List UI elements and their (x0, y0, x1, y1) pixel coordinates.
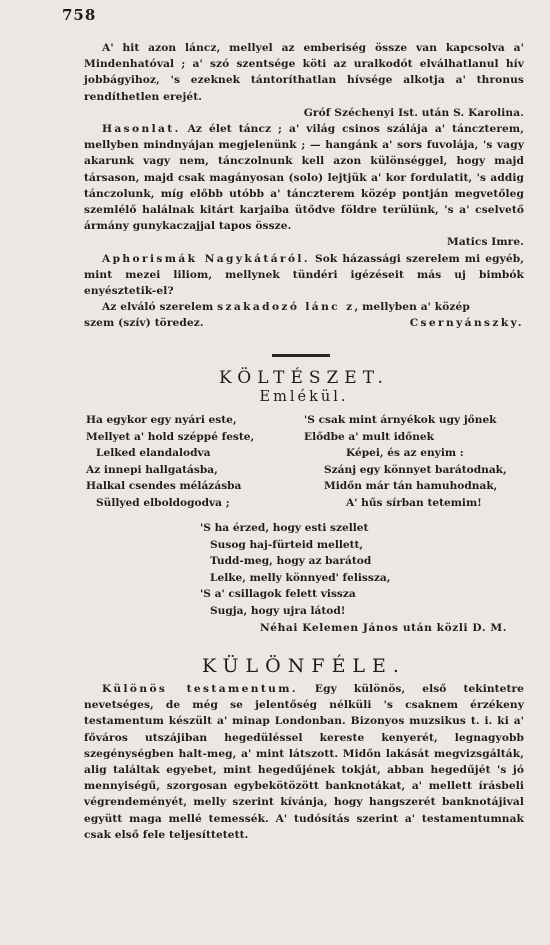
top-section (84, 40, 524, 332)
poem-line: Képei, és az enyim : (346, 447, 464, 460)
aphorismak-body: Sok házassági szerelem mi egyéb, mint mezei liliom, mellynek tündéri igézéseit más uj bimbók enyésztetik-el? (84, 252, 525, 298)
paragraph-hasonlat (84, 121, 524, 234)
paragraph-prayer: A' hit azon láncz, mellyel az emberiség össze van kapcsolva a' Mindenhatóval ; a' szó szentsége köti az uralkodót elválhatlanul hív jobbágyihoz, 's ezeknek tántoríthatlan hívsége alkotja a' thronus rendíthetlen erejét. (84, 42, 524, 103)
attribution-matics: Matics Imre. (447, 236, 524, 249)
misc-section (84, 681, 524, 843)
testamentum-body: Egy különös, első tekintetre nevetséges, de még se jelentőség nélküli 's csaknem érzékeny testamentum készült a' minap Londonban. Bizonyos muzsikus t. i. ki a' főváros utszájiban hegedüléssel kereste kenyerét, legnagyobb szegénységben halt-meg, a' mint látszott. Midőn lakását megvizsgálták, alig találtak egyebet, mint hegedűjének tokját, abban hegedűjét 's jó mennyiségű, szorgosan egybekötözött banknotákat, a' mellett írásbeli végrendeményét, melly szerint kívánja, hogy hangszerét banknotájival együtt maga mellé temessék. A' tudósítás szerint a' testamentumnak csak első fele teljesíttetett. (84, 683, 525, 841)
poem-line: Elődbe a' mult időnek (304, 430, 435, 443)
poem-line: Lelke, melly könnyed' felissza, (210, 571, 391, 584)
poem-line: 'S ha érzed, hogy esti szellet (200, 522, 369, 534)
poem-attribution: Néhai Kelemen János után közli D. M. (260, 621, 508, 634)
szerelem-part-a: Az elváló szerelem (102, 301, 218, 314)
paragraph-szerelem (84, 299, 524, 315)
attribution-csernyanszky: Csernyánszky. (409, 317, 524, 330)
poem-line: Sugja, hogy ujra látod! (210, 604, 346, 617)
poem-line: 'S a' csillagok felett vissza (200, 588, 356, 601)
poem-right-stanza (304, 412, 526, 512)
section-divider (272, 354, 330, 357)
poem-center-stanza (200, 520, 530, 636)
poem-line: Susog haj-fürteid mellett, (210, 538, 364, 551)
poem-left-stanza (86, 412, 296, 512)
paragraph-testamentum (84, 681, 524, 843)
hasonlat-body: Az élet táncz ; a' világ csinos szálája a' tánczterem, mellyben mindnyájan megjelenünk ; — hangánk a' sors fuvolája, 's vagy akarunk vagy nem, tánczolnunk kell azon különséggel, hogy majd társason, majd csak magányosan (solo) lejtjük a' kor fordulatit, 's addig tánczolunk, míg előbb utóbb a' tánczterem közép pontján megvetőleg szemlélő halálnak kitárt karjaiba ütődve földre terülünk, 's a' cselvető ármány gunykaczajjal tapos össze. (84, 123, 524, 233)
paragraph-aphorismak (84, 251, 524, 300)
heading-kulonfele: KÜLÖNFÉLE. (202, 655, 406, 677)
poem-line: Szánj egy könnyet barátodnak, (324, 463, 507, 476)
szerelem-last: szem (szív) töredez. (84, 317, 204, 330)
szerelem-last-line (84, 315, 524, 331)
attribution-szechenyi: Gróf Széchenyi Ist. után S. Karolina. (303, 106, 524, 119)
aphorismak-title: Aphorismák Nagykátáról. (102, 252, 310, 265)
poem-line: Halkal csendes mélázásba (86, 480, 242, 493)
hasonlat-title: Hasonlat. (102, 123, 181, 136)
poem-line: Midőn már tán hamuhodnak, (324, 480, 498, 493)
poem-line: Ha egykor egy nyári este, (86, 414, 237, 426)
szerelem-part-b: , mellyben a' közép (354, 301, 470, 314)
poem-line: 'S csak mint árnyékok ugy jőnek (304, 414, 497, 426)
poem-line: Süllyed elboldogodva ; (96, 496, 230, 509)
poem-line: Mellyet a' hold széppé feste, (86, 430, 255, 443)
poem-title: Emlékül. (259, 389, 349, 405)
poem-line: Az innepi hallgatásba, (86, 463, 218, 476)
poem-line: A' hűs sírban tetemim! (346, 496, 482, 509)
szerelem-spaced: szakadozó lánc z (217, 301, 355, 314)
testamentum-title: Különös testamentum. (102, 683, 298, 695)
heading-kolteszet: KÖLTÉSZET. (219, 368, 389, 388)
poem-line: Tudd-meg, hogy az barátod (210, 555, 372, 568)
page-number: 758 (62, 6, 97, 24)
poem-line: Lelked elandalodva (96, 447, 211, 460)
